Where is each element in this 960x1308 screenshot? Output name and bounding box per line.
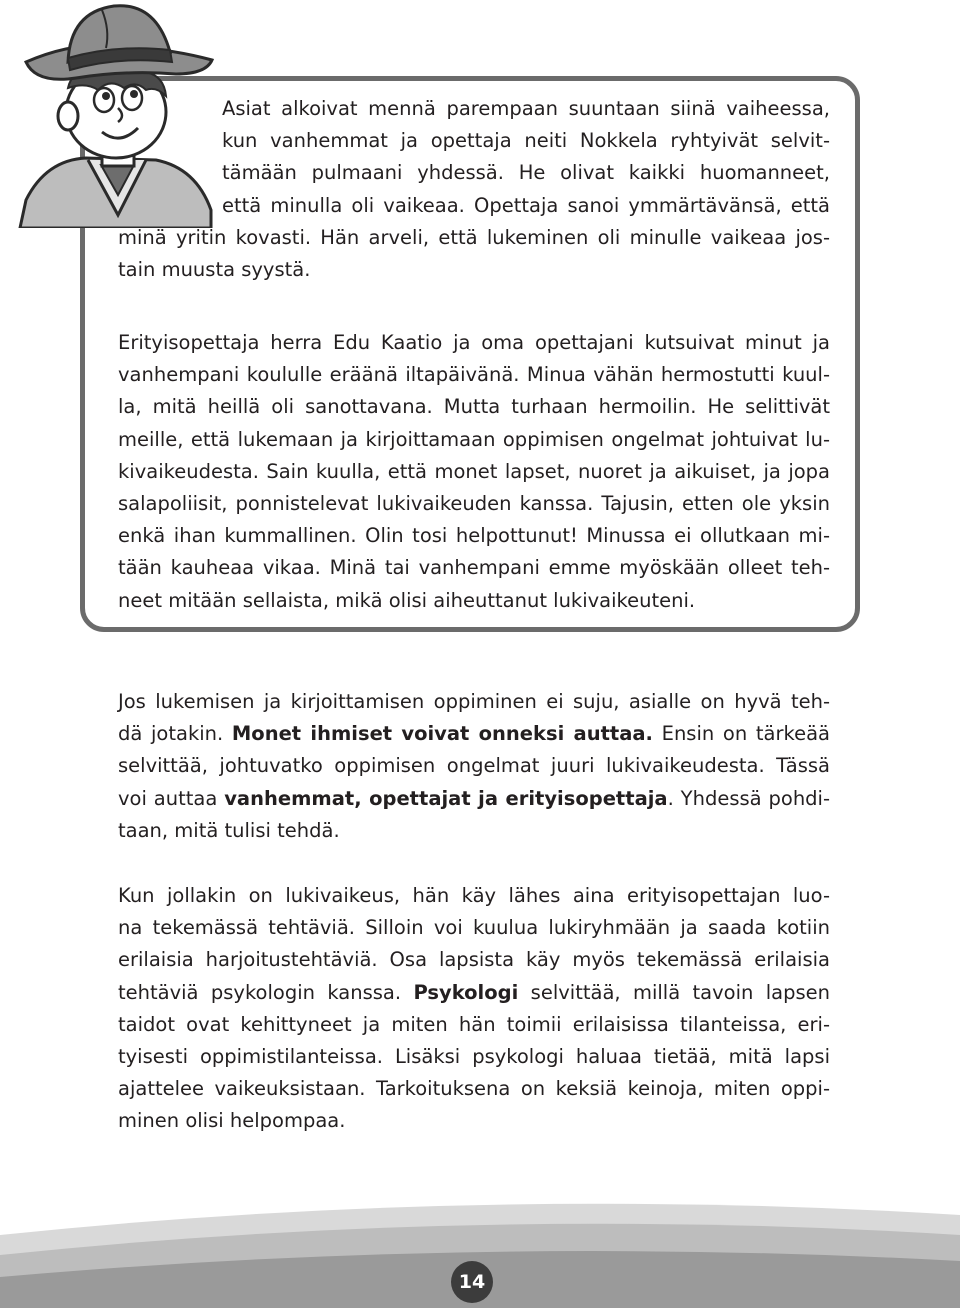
text-line: tämään pulmaani yhdessä. He olivat kaikki huomanneet, bbox=[222, 161, 830, 185]
text-line: tyisesti oppimistilanteissa. Lisäksi psykologi haluaa tietää, mitä lapsi bbox=[118, 1045, 830, 1069]
text-run: selvittää, millä tavoin lapsen bbox=[518, 980, 830, 1004]
text-line: selvittää, johtuvatko oppimisen ongelmat juuri lukivaikeudesta. Tässä bbox=[118, 754, 830, 778]
text-line: ajattelee vaikeuksistaan. Tarkoituksena on keksiä keinoja, miten oppi- bbox=[118, 1077, 830, 1101]
text-line bbox=[118, 977, 830, 1009]
text-line: erilaisia harjoitustehtäviä. Osa lapsista käy myös tekemässä erilaisia bbox=[118, 948, 830, 972]
text-line: Asiat alkoivat mennä parempaan suuntaan siinä vaiheessa, bbox=[222, 97, 830, 120]
body-paragraph-2 bbox=[118, 880, 830, 1138]
text-line: Erityisopettaja herra Edu Kaatio ja oma opettajani kutsuivat minut ja bbox=[118, 331, 830, 354]
text-line: Jos lukemisen ja kirjoittamisen oppiminen ei suju, asialle on hyvä teh- bbox=[118, 690, 830, 713]
text-run: Ensin on tärkeää bbox=[652, 722, 830, 746]
story-paragraph-1 bbox=[118, 93, 830, 286]
text-line: kivaikeudesta. Sain kuulla, että monet lapset, nuoret ja aikuiset, ja jopa bbox=[118, 459, 830, 483]
text-run: voi auttaa bbox=[118, 786, 225, 810]
text-run: . Yhdessä pohdi- bbox=[667, 786, 831, 810]
text-line: taan, mitä tulisi tehdä. bbox=[118, 818, 340, 842]
emphasis-text: Monet ihmiset voivat onneksi auttaa. bbox=[231, 722, 653, 746]
text-line: na tekemässä tehtäviä. Silloin voi kuulua lukiryhmään ja saada kotiin bbox=[118, 916, 830, 940]
text-line: neet mitään sellaista, mikä olisi aiheuttanut lukivaikeuteni. bbox=[118, 588, 696, 612]
page-number: 14 bbox=[451, 1261, 493, 1303]
text-line bbox=[118, 718, 830, 750]
text-line: tain muusta syystä. bbox=[118, 258, 311, 282]
body-paragraph-1 bbox=[118, 686, 830, 847]
story-paragraph-2 bbox=[118, 327, 830, 617]
emphasis-text: vanhemmat, opettajat ja erityisopettaja bbox=[224, 786, 668, 810]
text-line: la, mitä heillä oli sanottavana. Mutta turhaan hermoilin. He selittivät bbox=[118, 395, 830, 419]
text-line: minen olisi helpompaa. bbox=[118, 1109, 346, 1133]
emphasis-text: Psykologi bbox=[413, 980, 519, 1004]
text-line: vanhempani koululle eräänä iltapäivänä. Minua vähän hermostutti kuul- bbox=[118, 363, 830, 387]
text-line: minä yritin kovasti. Hän arveli, että lukeminen oli minulle vaikeaa jos- bbox=[118, 225, 830, 249]
text-line: Kun jollakin on lukivaikeus, hän käy lähes aina erityisopettajan luo- bbox=[118, 884, 830, 907]
text-line: tään kauheaa vikaa. Minä tai vanhempani emme myöskään olleet teh- bbox=[118, 556, 830, 580]
text-run: tehtäviä psykologin kanssa. bbox=[118, 980, 414, 1004]
text-line: salapoliisit, ponnistelevat lukivaikeuden kanssa. Tajusin, etten ole yksin bbox=[118, 492, 830, 516]
text-line: enkä ihan kummallinen. Olin tosi helpottunut! Minussa ei ollutkaan mi- bbox=[118, 524, 830, 548]
text-run: dä jotakin. bbox=[118, 722, 232, 746]
text-line bbox=[118, 783, 830, 815]
text-line: kun vanhemmat ja opettaja neiti Nokkela ryhtyivät selvit- bbox=[222, 129, 830, 153]
text-line: taidot ovat kehittyneet ja miten hän toimii erilaisissa tilanteissa, eri- bbox=[118, 1012, 830, 1036]
text-line: meille, että lukemaan ja kirjoittamaan oppimisen ongelmat johtuivat lu- bbox=[118, 427, 830, 451]
text-line: että minulla oli vaikeaa. Opettaja sanoi ymmärtävänsä, että bbox=[222, 193, 830, 217]
